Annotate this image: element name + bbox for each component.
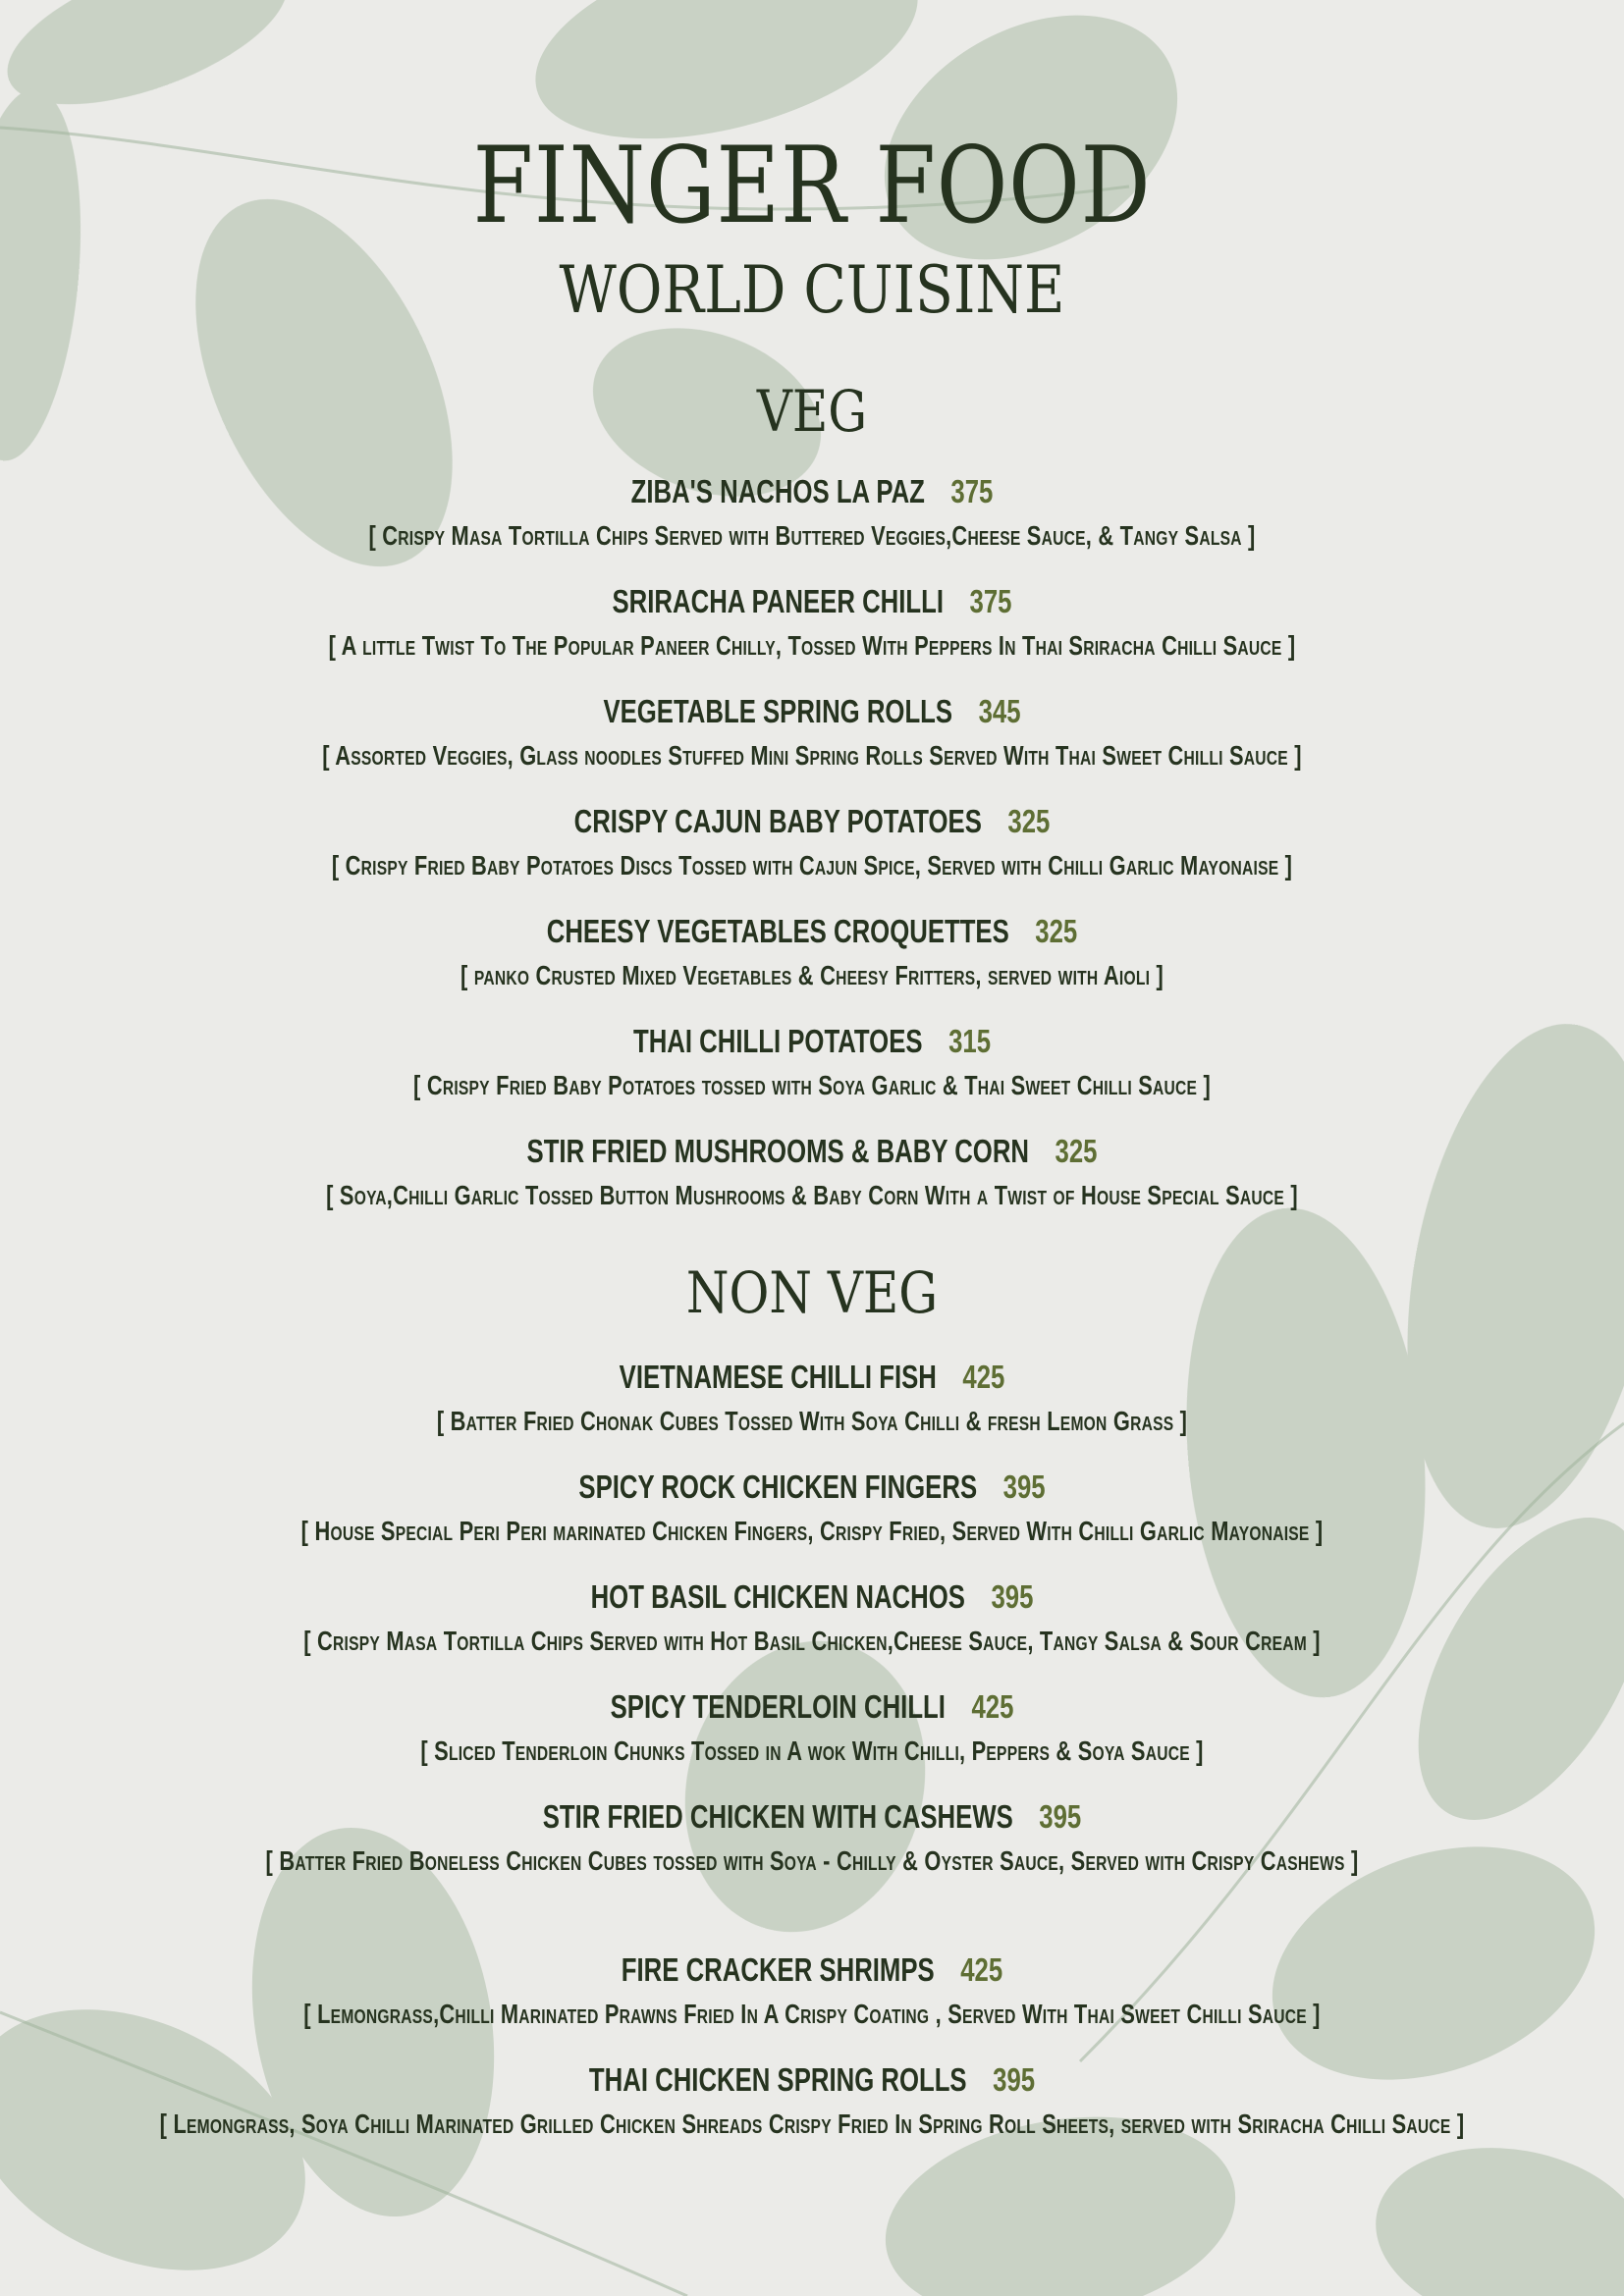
item-name-line [271,1576,1354,1618]
item-name-line [271,471,1354,512]
menu-item [118,691,1506,777]
menu-item [118,801,1506,887]
item-name-line [271,1357,1354,1398]
item-name-line [271,911,1354,952]
item-price: 395 [993,2061,1036,2098]
menu-item [118,1131,1506,1217]
item-name-line [271,581,1354,622]
item-price: 325 [1055,1133,1098,1169]
item-description: [ House Special Peri Peri marinated Chicken Fingers, Crispy Fried, Served With Chilli Garlic Mayonaise ] [300,1516,1324,1546]
item-price: 425 [960,1951,1003,1988]
menu-item [118,1686,1506,1773]
item-description: [ Lemongrass, Soya Chilli Marinated Grilled Chicken Shreads Crispy Fried In Spring Roll Sheets, served with Sriracha Chilli Sauce ] [159,2109,1465,2139]
item-name: CHEESY VEGETABLES CROQUETTES [546,913,1009,949]
item-name: THAI CHICKEN SPRING ROLLS [588,2061,967,2098]
menu-item [118,1467,1506,1553]
item-name: SPICY TENDERLOIN CHILLI [610,1688,946,1725]
item-description: [ Soya,Chilli Garlic Tossed Button Mushrooms & Baby Corn With a Twist of House Special Sauce ] [326,1180,1298,1210]
item-name: STIR FRIED MUSHROOMS & BABY CORN [526,1133,1030,1169]
item-price: 395 [1002,1468,1046,1505]
item-name: FIRE CRACKER SHRIMPS [621,1951,935,1988]
item-name-line [271,1796,1354,1838]
item-name-line [271,1467,1354,1508]
item-description: [ Lemongrass,Chilli Marinated Prawns Fried In A Crispy Coating , Served With Thai Sweet Chilli Sauce ] [303,1999,1321,2029]
item-name: CRISPY CAJUN BABY POTATOES [573,803,982,839]
item-description: [ A little Twist To The Popular Paneer Chilly, Tossed With Peppers In Thai Sriracha Chilli Sauce ] [328,630,1296,661]
item-name: THAI CHILLI POTATOES [632,1023,923,1059]
item-price: 325 [1007,803,1051,839]
item-name-line [271,1131,1354,1172]
menu-item [118,581,1506,667]
menu-subtitle: WORLD CUISINE [559,252,1065,328]
item-description: [ Batter Fried Chonak Cubes Tossed With Soya Chilli & fresh Lemon Grass ] [436,1406,1188,1436]
item-description: [ panko Crusted Mixed Vegetables & Cheesy Fritters, served with Aioli ] [460,960,1164,990]
item-name: ZIBA'S NACHOS LA PAZ [630,473,925,509]
menu-item [118,1357,1506,1443]
item-price: 375 [969,583,1012,619]
item-description: [ Crispy Masa Tortilla Chips Served with Buttered Veggies,Cheese Sauce, & Tangy Salsa ] [368,520,1256,551]
item-name: VIETNAMESE CHILLI FISH [619,1359,937,1395]
item-name: SPICY ROCK CHICKEN FINGERS [578,1468,978,1505]
menu-item [118,471,1506,558]
item-description: [ Crispy Fried Baby Potatoes tossed with Soya Garlic & Thai Sweet Chilli Sauce ] [413,1070,1211,1100]
item-name: HOT BASIL CHICKEN NACHOS [590,1578,965,1615]
item-price: 395 [991,1578,1034,1615]
item-name-line [271,691,1354,732]
item-price: 345 [978,693,1021,729]
item-price: 315 [948,1023,992,1059]
item-name: VEGETABLE SPRING ROLLS [603,693,953,729]
item-name-line [271,2059,1354,2101]
item-price: 425 [971,1688,1014,1725]
menu-item [118,1021,1506,1107]
section-heading-veg: VEG [756,378,868,445]
menu-item [118,1576,1506,1663]
menu-item [118,911,1506,997]
item-name: STIR FRIED CHICKEN WITH CASHEWS [542,1798,1013,1835]
item-name-line [271,801,1354,842]
item-price: 375 [950,473,994,509]
item-name-line [271,1021,1354,1062]
item-description: [ Crispy Masa Tortilla Chips Served with Hot Basil Chicken,Cheese Sauce, Tangy Salsa & Sour Cream ] [303,1626,1321,1656]
item-price: 395 [1039,1798,1082,1835]
item-price: 325 [1035,913,1078,949]
item-description: [ Batter Fried Boneless Chicken Cubes tossed with Soya - Chilly & Oyster Sauce, Served with Crispy Cashews ] [265,1845,1359,1876]
item-name-line [271,1686,1354,1728]
item-name-line [271,1949,1354,1991]
section-heading-non-veg: NON VEG [685,1259,939,1326]
item-description: [ Sliced Tenderloin Chunks Tossed in A wok With Chilli, Peppers & Soya Sauce ] [420,1735,1204,1766]
menu-item [118,1949,1506,2036]
item-description: [ Crispy Fried Baby Potatoes Discs Tossed with Cajun Spice, Served with Chilli Garlic Mayonaise ] [331,850,1293,881]
menu-item [118,1796,1506,1883]
item-price: 425 [962,1359,1005,1395]
menu-item [118,2059,1506,2146]
item-description: [ Assorted Veggies, Glass noodles Stuffed Mini Spring Rolls Served With Thai Sweet Chilli Sauce ] [322,740,1302,771]
menu-title: FINGER FOOD [472,125,1152,248]
item-name: SRIRACHA PANEER CHILLI [612,583,945,619]
